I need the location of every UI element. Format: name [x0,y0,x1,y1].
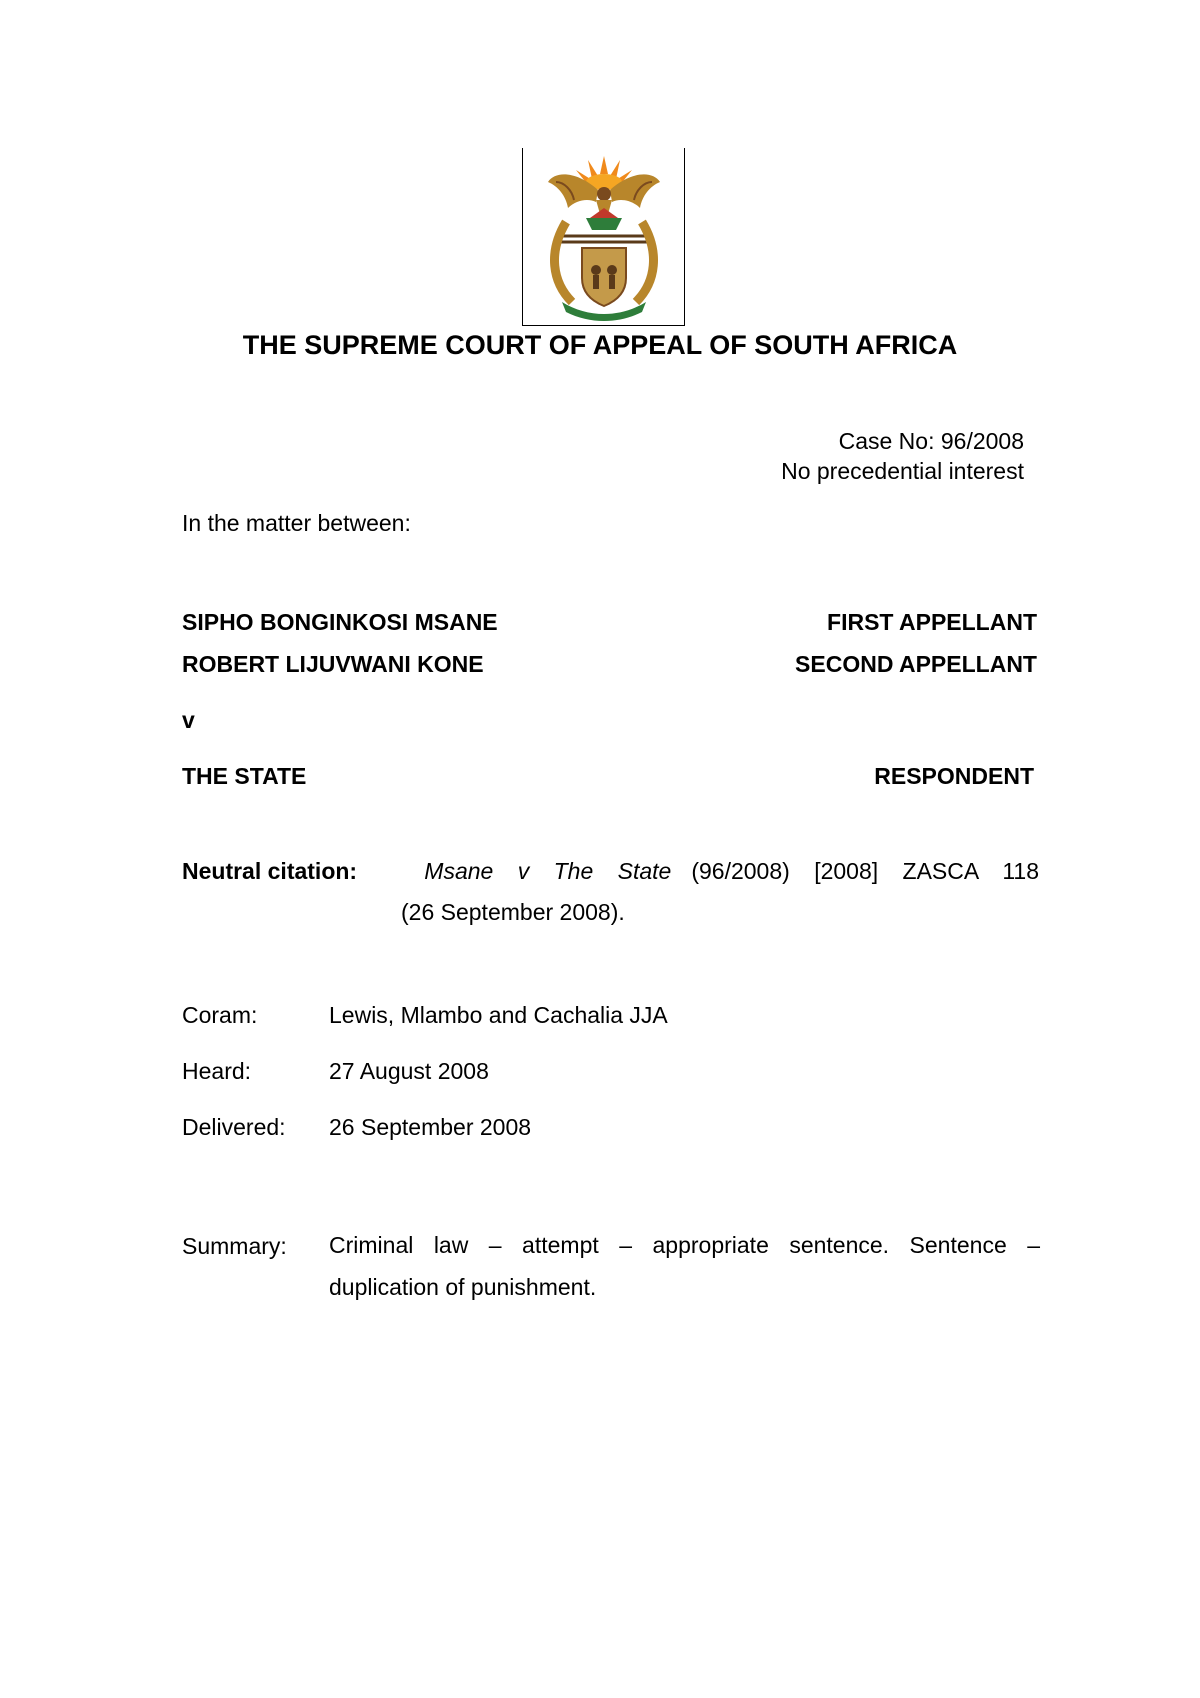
citation-case-name: Msane v The State [424,858,672,884]
heard-label: Heard: [182,1058,252,1084]
matter-intro: In the matter between: [182,510,411,536]
versus-marker: v [182,707,195,733]
summary-label: Summary: [182,1233,287,1259]
second-appellant-name: ROBERT LIJUVWANI KONE [182,651,484,677]
case-info [781,426,1024,486]
delivered-label: Delivered: [182,1114,286,1140]
precedential-status: No precedential interest [781,458,1024,484]
delivered-value: 26 September 2008 [329,1114,532,1140]
citation-label: Neutral citation: [182,858,358,884]
emblem-frame [522,148,685,326]
neutral-citation [182,858,1039,926]
citation-reference: (96/2008) [2008] ZASCA 118 [691,858,1039,884]
respondent-name: THE STATE [182,763,307,789]
second-appellant-role: SECOND APPELLANT [795,651,1037,677]
citation-date: (26 September 2008). [401,899,625,925]
coat-of-arms-icon [538,152,671,322]
summary-value: Criminal law – attempt – appropriate sentence. Sentence – duplication of punishment. [329,1232,1040,1300]
first-appellant-name: SIPHO BONGINKOSI MSANE [182,609,498,635]
first-appellant-role: FIRST APPELLANT [827,609,1037,635]
court-title: THE SUPREME COURT OF APPEAL OF SOUTH AFRICA [242,330,958,360]
coram-value: Lewis, Mlambo and Cachalia JJA [329,1002,668,1028]
coram-label: Coram: [182,1002,258,1028]
heard-value: 27 August 2008 [329,1058,489,1084]
case-number: Case No: 96/2008 [838,428,1024,454]
respondent-role: RESPONDENT [874,763,1034,789]
